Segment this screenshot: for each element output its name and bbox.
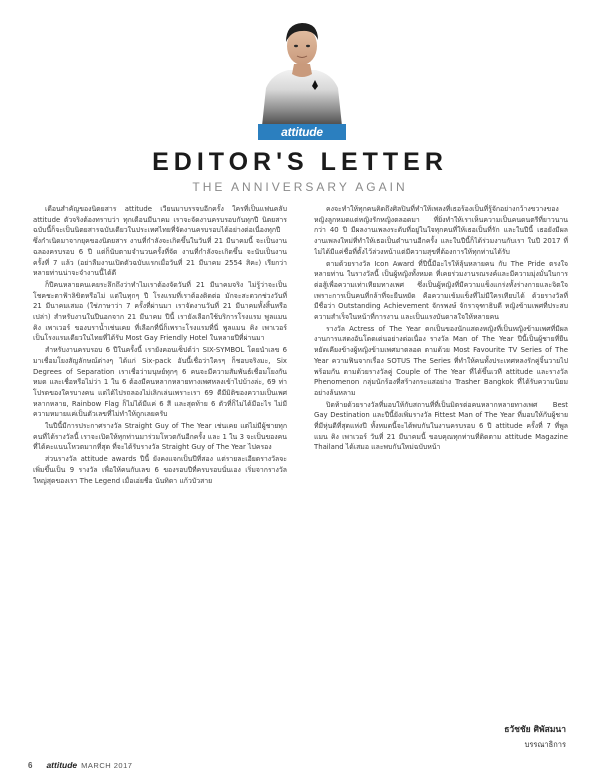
editor-name: ธวัชชัย ศิพัสมนา [504, 725, 566, 735]
brand-tab: attitude [258, 124, 346, 140]
editor-portrait-illustration [258, 14, 346, 126]
paragraph: ตามด้วยรางวัล Icon Award ที่ปีนี้มีอะไรให้ลุ้นหลายคน กับ The Pride ตรงใจหลายท่าน ในรางวัลนี้ เป็นผู้หญิงทั้งหมด ที่เคยร่วมงานรณรงค์และมีความมุ่งมั่นในการต่อสู้เพื่อความเท่าเทียมทางเพศ ซึ่งเป็นผู้หญิงที่มีความแข็งแกร่งทั้งร่างกายและจิตใจ เพราะการเป็นคนที่กล้าที่จะยืนหยัด คือความเข้มแข็งที่ไม่มีใครเทียบได้ ด้วยรางวัลที่มีชื่อว่า Outstanding Achievement จักรพงษ์ จักราจุฑาธิบดี หญิงข้ามเพศที่ประสบความสำเร็จในหน้าที่การงาน และเป็นแรงบันดาลใจให้หลายคน [314, 259, 568, 322]
footer-brand: attitude [46, 760, 78, 770]
editor-signature [504, 722, 566, 751]
page-number: 6 [28, 760, 33, 770]
paragraph: ส่วนรางวัล attitude awards ปีนี้ ยังคงแจกเป็นปีที่สอง แต่รายละเอียดรางวัลจะเพิ่มขึ้นเป็น 9 รางวัล เพื่อให้คนกับเลข 6 ของรอบปีที่ครบรอบนั่นเอง เริ่มจากรางวัลใหญ่สุดของเรา The Legend เมื่อเอ่ยชื่อ นันทิดา แก้วบัวสาย [33, 455, 287, 485]
right-column [314, 204, 568, 714]
left-column [33, 204, 287, 756]
paragraph: ในปีนี้มีการประกาศรางวัล Straight Guy of The Year เช่นเคย แต่ไม่มีผู้ชายทุกคนที่ได้รางวัลนี้ เราจะเปิดให้ทุกท่านมาร่วมโหวตกันอีกครั้ง และ 1 ใน 3 จะเป็นของคนที่ได้คะแนนโหวตมากที่สุด ที่จะได้รับรางวัล Straight Guy of The Year ไปครอง [33, 422, 287, 452]
paragraph: คงจะทำให้ทุกคนคิดถึงศิลปินที่ทำให้เพลงที่เธอร้องเป็นที่รู้จักอย่างกว้างขวางของหญิงลูกหมดแต่หญิงรักหญิงตลอดมา ที่ยิ่งทำให้เราเห็นความเป็นคนดนตรีที่ยาวนานกว่า 40 ปี มีผลงานเพลงระดับที่อยู่ในใจทุกคนที่ให้เธอเป็นที่รัก และในปีนี้ เธอยังมีผลงานเพลงใหม่ที่ทำให้เธอเป็นตำนานอีกครั้ง และในปีนี้ก็ได้ร่วมงานกับเรา ในปี 2017 ที่ไม่ได้มีแค่ชื่อที่ตั้งไว้ล่วงหน้าแต่มีความสุขที่ต้องการให้ทุกท่านได้รับ [314, 205, 568, 256]
paragraph: เดือนสำคัญของนิตยสาร attitude เวียนมาบรรจบอีกครั้ง ใครที่เป็นแฟนคลับ attitude ตัวจริงต้องทราบว่า ทุกเดือนมีนาคม เราจะจัดงานครบรอบกันทุกปี นิตยสารฉบับนี้ก็จะเป็นนิตยสารฉบับเดียวในประเทศไทยที่จัดงานครบรอบได้อย่างต่อเนื่องทุกปี ซึ่งกำเนิดมาจากยุคของนิตยสาร งานที่กำลังจะเกิดขึ้นในวันที่ 21 มีนาคมนี้ จะเป็นงานฉลองครบรอบ 6 ปี แต่ก็นับตามจำนวนครั้งที่จัด งานที่กำลังจะเกิดขึ้น จะนับเป็นงานครั้งที่ 7 แล้ว (อย่าลืมงานเปิดตัวฉบับแรกเมื่อวันที่ 21 มีนาคม 2554 สิคะ) เรียกว่าหลายท่านน่าจะจำงานนี้ได้ดี [33, 205, 287, 278]
page-subtitle: THE ANNIVERSARY AGAIN [192, 180, 408, 194]
page-footer [28, 758, 132, 772]
paragraph: รางวัล Actress of The Year ตกเป็นของนักแสดงหญิงที่เป็นหญิงข้ามเพศที่มีผลงานการแสดงอันโดดเด่นอย่างต่อเนื่อง รางวัล Man of The Year ปีนี้เป็นผู้ชายที่ยืนหยัดเคียงข้างผู้หญิงข้ามเพศมาตลอด ตามด้วย Most Favourite TV Series of The Year ความฟินจากเรื่อง SOTUS The Series ที่ทำให้คนทั้งประเทศหลงรักคู่จิ้นวายไปพร้อมกัน ตามด้วยรางวัลคู่ Couple of The Year ที่ได้ขึ้นเวที attitude และรางวัล Phenomenon กลุ่มนักร้องที่สร้างกระแสอย่าง Trasher Bangkok ที่ได้รับความนิยมอย่างล้นหลาม [314, 324, 568, 397]
page-title: EDITOR'S LETTER [152, 148, 448, 176]
editor-portrait [258, 14, 346, 126]
paragraph: ปิดท้ายด้วยรางวัลที่มอบให้กับสถานที่ที่เป็นมิตรต่อคนหลากหลายทางเพศ Best Gay Destination และปีนี้ยังเพิ่มรางวัล Fittest Man of The Year ที่มอบให้กับผู้ชายที่มีหุ่นดีที่สุดแห่งปี ทั้งหมดนี้จะได้พบกันในงานครบรอบ 6 ปี attitude ครั้งที่ 7 ที่พูลแมน คิง เพาเวอร์ วันที่ 21 มีนาคมนี้ ขอบคุณทุกท่านที่ติดตาม attitude Magazine Thailand ได้เสมอ และพบกันใหม่ฉบับหน้า [314, 400, 568, 452]
editor-role: บรรณาธิการ [524, 740, 566, 749]
paragraph: สำหรับงานครบรอบ 6 ปีในครั้งนี้ เรายังคอนเซ็ปต์ว่า SIX-SYMBOL โดยนำเลข 6 มาเชื่อมโยงสัญลักษณ์ต่างๆ ได้แก่ Six-pack อันนี้เชื่อว่าใครๆ ก็ชอบจริงมะ, Six Degrees of Separation เราเชื่อว่ามนุษย์ทุกๆ 6 คนจะมีความสัมพันธ์เชื่อมโยงกันหมด และเชื่อหรือไม่ว่า 1 ใน 6 ต้องมีคนหลากหลายทางเพศหลงเข้าไปบ้างล่ะ, 69 ท่าโปรดของใครบางคน แต่ได้ไปรถลองไม่เลิกเล่นเพราะเรา 69 ดีมีมิติของความเป็นเพศหลากหลาย, Rainbow Flag ก็ไม่ได้มีแค่ 6 สี และสุดท้าย 6 ตัวที่ก็ไม่ได้มีอะไร ไม่มีความหมายแค่เป็นตัวเลขที่ไม่ทำให้ถูกเลยครับ [33, 346, 287, 419]
paragraph: ก็ปีคนหลายคนเคยระลึกถึงว่าทำไมเราต้องจัดวันที่ 21 มีนาคมจริง ไม่รู้ว่าจะเป็นโชคชะตาฟ้าลิขิตหรือไม่ แต่ในทุกๆ ปี โรงแรมที่เราต้องติดต่อ มักจะสะดวกช่วงวันที่ 21 มีนาคมเสมอ (ใช่ภาษาว่า 7 ครั้งที่ผ่านมา เราจัดงานวันที่ 21 มีนาคมทั้งสิ้นหรือเปล่า) สำหรับงานในปีนอกจาก 21 มีนาคม ปีนี้ เรายังเลือกใช้บริการโรงแรม พูลแมน คิง เพาเวอร์ ของบราน้ำเช่นเคย ที่เลือกที่นี่ก็เพราะโรงแรมที่นี่ พูลแมน คิง เพาเวอร์ เป็นโรงแรมเดียวในไทยที่ได้รับ Most Gay Friendly Hotel ในหลายปีที่ผ่านมา [33, 280, 287, 343]
footer-issue: MARCH 2017 [81, 760, 133, 770]
